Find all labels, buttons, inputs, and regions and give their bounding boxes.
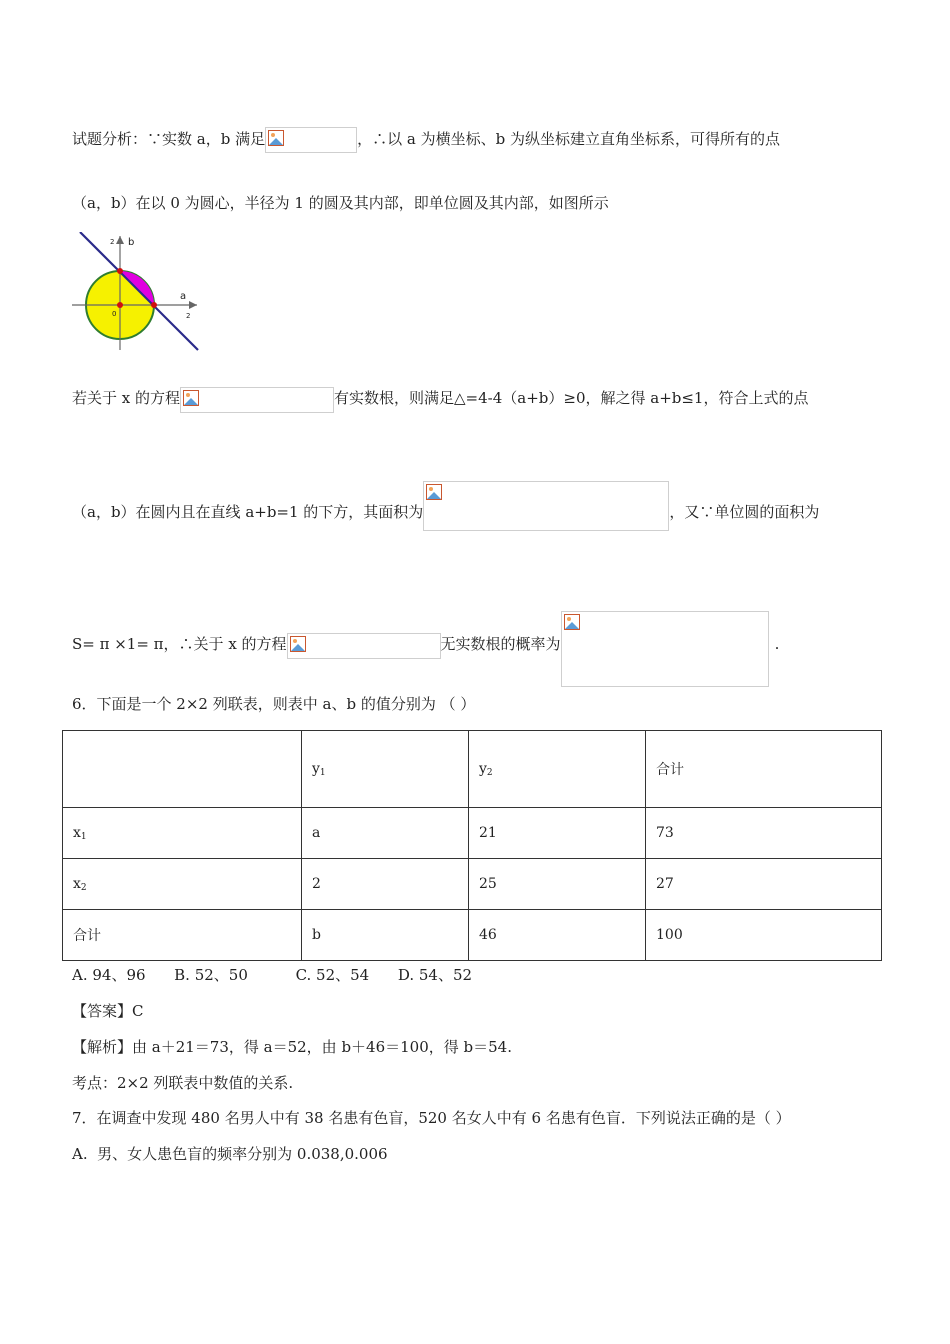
a-axis-arrow-icon xyxy=(189,301,197,309)
axis-a-label: a xyxy=(180,291,187,302)
q6-answer: 【答案】C xyxy=(72,1002,144,1020)
analysis-line-2 xyxy=(72,193,609,213)
contingency-table xyxy=(62,730,882,961)
table-cell: 100 xyxy=(646,910,882,961)
q6-kaodian: 考点：2×2 列联表中数值的关系. xyxy=(72,1074,294,1092)
formula-image-placeholder xyxy=(561,611,769,687)
origin-label: 0 xyxy=(112,310,117,318)
analysis-text: ，∴以 a 为横坐标、b 为纵坐标建立直角坐标系，可得所有的点 xyxy=(357,130,780,148)
table-cell: 73 xyxy=(646,808,882,859)
intersection-point-a xyxy=(151,302,157,308)
table-header-row xyxy=(63,731,882,808)
table-cell: a xyxy=(302,808,469,859)
table-cell: 2 xyxy=(302,859,469,910)
broken-image-icon xyxy=(290,636,306,652)
formula-image-placeholder xyxy=(423,481,669,531)
analysis-text: S= π ×1= π，∴关于 x 的方程 xyxy=(72,635,287,653)
analysis-line-5 xyxy=(72,611,779,687)
origin-point xyxy=(117,302,123,308)
broken-image-icon xyxy=(426,484,442,500)
b-axis-arrow-icon xyxy=(116,236,124,244)
analysis-text: 若关于 x 的方程 xyxy=(72,389,180,407)
analysis-line-4 xyxy=(72,481,819,531)
table-cell: 21 xyxy=(469,808,646,859)
broken-image-icon xyxy=(183,390,199,406)
table-cell: $y_2$ xyxy=(469,731,646,808)
analysis-text: （a，b）在以 0 为圆心，半径为 1 的圆及其内部，即单位圆及其内部，如图所示 xyxy=(72,194,609,212)
table-row xyxy=(63,910,882,961)
table-cell: $x_1$ xyxy=(63,808,302,859)
intersection-point-b xyxy=(117,268,123,274)
table-cell: $x_2$ xyxy=(63,859,302,910)
broken-image-icon xyxy=(268,130,284,146)
q7-option-a: A. 男、女人患色盲的频率分别为 0.038,0.006 xyxy=(72,1145,388,1163)
table-cell: 合计 xyxy=(63,910,302,961)
q7-stem: 7．在调查中发现 480 名男人中有 38 名患有色盲，520 名女人中有 6 名患有色盲．下列说法正确的是（ ） xyxy=(72,1109,791,1127)
axis-b-label: b xyxy=(128,237,135,248)
analysis-line-1 xyxy=(72,127,780,153)
table-cell xyxy=(63,731,302,808)
table-row xyxy=(63,859,882,910)
analysis-text: ，又∵单位圆的面积为 xyxy=(669,503,820,521)
unit-circle-figure xyxy=(72,232,202,352)
broken-image-icon xyxy=(564,614,580,630)
analysis-text: . xyxy=(774,635,780,653)
formula-image-placeholder xyxy=(287,633,441,659)
formula-image-placeholder xyxy=(265,127,357,153)
tick-label-x: 2 xyxy=(186,312,191,320)
table-cell: 46 xyxy=(469,910,646,961)
table-cell: $y_1$ xyxy=(302,731,469,808)
table-cell: 25 xyxy=(469,859,646,910)
analysis-text: 试题分析：∵实数 a，b 满足 xyxy=(72,130,266,148)
q6-explanation: 【解析】由 a＋21＝73，得 a＝52，由 b＋46＝100，得 b＝54. xyxy=(72,1038,512,1056)
table-cell: 合计 xyxy=(646,731,882,808)
analysis-text: （a，b）在圆内且在直线 a+b=1 的下方，其面积为 xyxy=(72,503,424,521)
analysis-text: 有实数根，则满足△=4-4（a+b）≥0，解之得 a+b≤1，符合上式的点 xyxy=(334,389,809,407)
analysis-line-3 xyxy=(72,387,808,413)
table-cell: b xyxy=(302,910,469,961)
formula-image-placeholder xyxy=(180,387,334,413)
tick-label-y: 2 xyxy=(110,238,115,246)
q6-stem: 6．下面是一个 2×2 列联表，则表中 a、b 的值分别为 （ ） xyxy=(72,695,476,713)
table-cell: 27 xyxy=(646,859,882,910)
analysis-text: 无实数根的概率为 xyxy=(440,635,561,653)
q6-options: A. 94、96 B. 52、50 C. 52、54 D. 54、52 xyxy=(72,966,473,984)
table-row xyxy=(63,808,882,859)
